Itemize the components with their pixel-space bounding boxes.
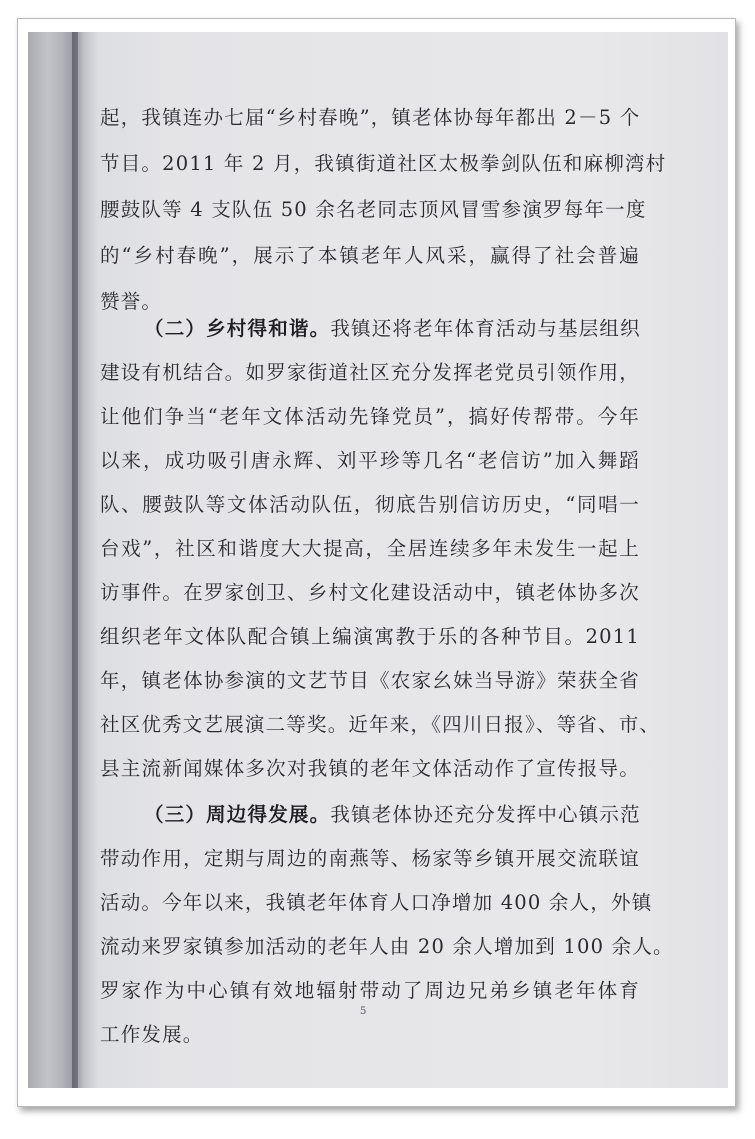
section-two-lead-text: 我镇还将老年体育活动与基层组织: [330, 317, 641, 340]
body-line: 赞誉。: [100, 290, 163, 313]
body-line: 社区优秀文艺展演二等奖。近年来，《四川日报》、等省、市、: [100, 713, 661, 736]
body-line: 访事件。在罗家创卫、乡村文化建设活动中，镇老体协多次: [100, 581, 640, 604]
body-line: 以来，成功吸引唐永辉、刘平珍等几名“老信访”加入舞蹈: [100, 449, 640, 472]
section-three-lead-text: 我镇老体协还充分发挥中心镇示范: [330, 803, 641, 826]
body-line: 让他们争当“老年文体活动先锋党员”，搞好传帮带。今年: [100, 405, 640, 428]
section-three-first-line: [100, 800, 640, 830]
body-line: 队、腰鼓队等文体活动队伍，彻底告别信访历史，“同唱一: [100, 493, 640, 516]
body-line: 的“乡村春晚”，展示了本镇老年人风采，赢得了社会普遍: [100, 244, 640, 267]
body-line: 台戏”，社区和谐度大大提高，全居连续多年未发生一起上: [100, 537, 640, 560]
body-line: 流动来罗家镇参加活动的老年人由 20 余人增加到 100 余人。: [100, 935, 674, 958]
section-two-first-line: [100, 314, 640, 344]
section-two-heading: （二）乡村得和谐。: [144, 317, 331, 340]
underlying-page-edge: [28, 32, 78, 1088]
page-number: 5: [360, 1006, 367, 1017]
body-line: 工作发展。: [100, 1023, 204, 1046]
body-line: 起，我镇连办七届“乡村春晚”，镇老体协每年都出 2－5 个: [100, 106, 641, 129]
body-line: 组织老年文体队配合镇上编演寓教于乐的各种节目。2011: [100, 625, 640, 648]
section-three-heading: （三）周边得发展。: [144, 803, 331, 826]
body-line: 腰鼓队等 4 支队伍 50 余名老同志顶风冒雪参演罗每年一度: [100, 198, 647, 221]
body-line: 建设有机结合。如罗家街道社区充分发挥老党员引领作用，: [100, 361, 640, 384]
body-line: 活动。今年以来，我镇老年体育人口净增加 400 余人，外镇: [100, 891, 653, 914]
body-line: 县主流新闻媒体多次对我镇的老年文体活动作了宣传报导。: [100, 757, 640, 780]
body-line: 带动作用，定期与周边的南燕等、杨家等乡镇开展交流联谊: [100, 847, 640, 870]
body-line: 罗家作为中心镇有效地辐射带动了周边兄弟乡镇老年体育: [100, 979, 640, 1002]
page-fold-shadow: [72, 32, 98, 1088]
body-line: 节目。2011 年 2 月，我镇街道社区太极拳剑队伍和麻柳湾村: [100, 152, 667, 175]
body-line: 年，镇老体协参演的文艺节目《农家幺妹当导游》荣获全省: [100, 669, 640, 692]
